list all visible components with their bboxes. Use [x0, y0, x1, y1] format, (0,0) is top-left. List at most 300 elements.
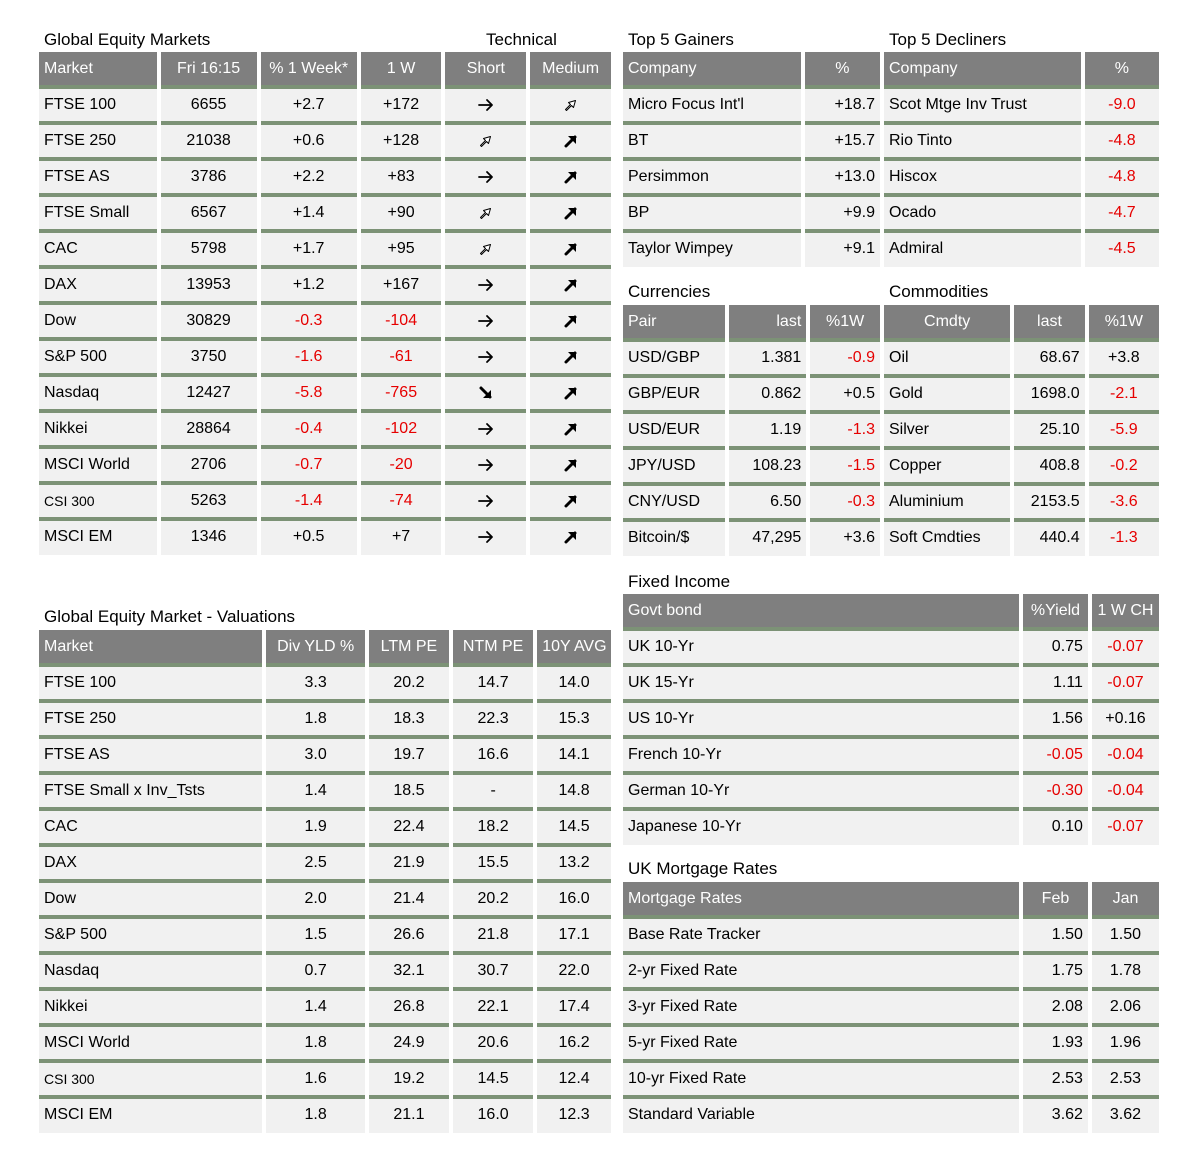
commodity-cell: Oil [884, 342, 1010, 378]
price-cell: 3786 [161, 161, 257, 197]
bond-name-cell: German 10-Yr [623, 775, 1019, 811]
div-yield-cell: 2.5 [266, 847, 364, 883]
medium-trend-cell [530, 89, 611, 125]
company-cell: Rio Tinto [884, 125, 1081, 161]
price-cell: 6655 [161, 89, 257, 125]
ntm-pe-cell: 21.8 [453, 919, 533, 955]
table-row [623, 1099, 1159, 1133]
arrow-up-right-icon [562, 276, 580, 294]
last-cell: 440.4 [1014, 522, 1084, 556]
mortgage-name-cell: 2-yr Fixed Rate [623, 955, 1019, 991]
arrow-right-icon [477, 528, 495, 546]
company-cell: Hiscox [884, 161, 1081, 197]
arrow-up-right-icon [562, 420, 580, 438]
pct-week-cell: +1.2 [261, 269, 357, 305]
valuations-title: Global Equity Market - Valuations [44, 607, 296, 626]
jan-rate-cell: 2.53 [1092, 1063, 1159, 1099]
ntm-pe-cell: 22.3 [453, 703, 533, 739]
yield-cell: -0.30 [1023, 775, 1088, 811]
table-row [884, 89, 1159, 125]
ten-year-avg-cell: 12.4 [537, 1063, 611, 1099]
ten-year-avg-cell: 14.1 [537, 739, 611, 775]
week-change-cell: -0.07 [1092, 631, 1159, 667]
market-name-cell: Nikkei [39, 413, 157, 449]
table-row [39, 413, 611, 449]
header-row [884, 305, 1159, 342]
ten-year-avg-cell: 16.0 [537, 883, 611, 919]
last-cell: 408.8 [1014, 450, 1084, 486]
arrow-right-icon [477, 276, 495, 294]
column-header: Company [884, 52, 1081, 89]
feb-rate-cell: 2.08 [1023, 991, 1088, 1027]
commodity-cell: Copper [884, 450, 1010, 486]
pct-cell: +3.8 [1089, 342, 1159, 378]
table-row [623, 1027, 1159, 1063]
mortgage-name-cell: 3-yr Fixed Rate [623, 991, 1019, 1027]
header-row [623, 305, 880, 342]
market-name-cell: FTSE AS [39, 161, 157, 197]
table-row [39, 521, 611, 555]
pct-week-cell: -5.8 [261, 377, 357, 413]
ltm-pe-cell: 21.9 [369, 847, 449, 883]
price-cell: 2706 [161, 449, 257, 485]
header-row [39, 630, 611, 667]
header-row [623, 52, 880, 89]
div-yield-cell: 1.4 [266, 775, 364, 811]
bond-name-cell: US 10-Yr [623, 703, 1019, 739]
commodity-cell: Aluminium [884, 486, 1010, 522]
week-change-cell: -0.07 [1092, 667, 1159, 703]
div-yield-cell: 0.7 [266, 955, 364, 991]
arrow-down-right-icon [477, 384, 495, 402]
bond-name-cell: French 10-Yr [623, 739, 1019, 775]
pct-week-cell: -0.4 [261, 413, 357, 449]
column-header: LTM PE [369, 630, 449, 667]
currencies-table [619, 305, 884, 556]
table-row [623, 233, 880, 267]
price-cell: 5263 [161, 485, 257, 521]
short-trend-cell [445, 125, 526, 161]
arrow-up-right-icon [562, 348, 580, 366]
table-row [623, 955, 1159, 991]
week-change-cell: +167 [361, 269, 442, 305]
week-change-cell: -61 [361, 341, 442, 377]
table-row [623, 486, 880, 522]
fixed-income-title: Fixed Income [628, 572, 731, 591]
market-name-cell: FTSE Small [39, 197, 157, 233]
pct-week-cell: +1.7 [261, 233, 357, 269]
table-row [39, 1063, 611, 1099]
market-name-cell: MSCI World [39, 1027, 262, 1063]
pct-cell: -9.0 [1085, 89, 1159, 125]
top-decliners-table [880, 52, 1163, 267]
market-name-cell: FTSE 100 [39, 667, 262, 703]
ntm-pe-cell: 15.5 [453, 847, 533, 883]
feb-rate-cell: 2.53 [1023, 1063, 1088, 1099]
pct-cell: -0.2 [1089, 450, 1159, 486]
arrow-outline-up-right-icon [477, 204, 495, 222]
arrow-right-icon [477, 420, 495, 438]
ten-year-avg-cell: 17.1 [537, 919, 611, 955]
short-trend-cell [445, 377, 526, 413]
div-yield-cell: 1.5 [266, 919, 364, 955]
arrow-up-right-icon [562, 528, 580, 546]
market-name-cell: FTSE 250 [39, 703, 262, 739]
market-name-cell: CAC [39, 233, 157, 269]
mortgage-name-cell: 10-yr Fixed Rate [623, 1063, 1019, 1099]
yield-cell: 1.56 [1023, 703, 1088, 739]
last-cell: 68.67 [1014, 342, 1084, 378]
div-yield-cell: 1.8 [266, 703, 364, 739]
bond-name-cell: Japanese 10-Yr [623, 811, 1019, 845]
arrow-up-right-icon [562, 132, 580, 150]
short-trend-cell [445, 89, 526, 125]
pct-cell: +9.9 [805, 197, 880, 233]
valuations-table [35, 630, 615, 1133]
table-row [39, 341, 611, 377]
pct-cell: -4.5 [1085, 233, 1159, 267]
table-row [884, 233, 1159, 267]
pair-cell: Bitcoin/$ [623, 522, 725, 556]
company-cell: Scot Mtge Inv Trust [884, 89, 1081, 125]
arrow-up-right-icon [562, 168, 580, 186]
table-row [623, 631, 1159, 667]
pair-cell: USD/EUR [623, 414, 725, 450]
ten-year-avg-cell: 22.0 [537, 955, 611, 991]
company-cell: Ocado [884, 197, 1081, 233]
table-row [884, 378, 1159, 414]
yield-cell: 0.10 [1023, 811, 1088, 845]
table-row [884, 161, 1159, 197]
ltm-pe-cell: 21.1 [369, 1099, 449, 1133]
commodities-table [880, 305, 1163, 556]
yield-cell: 1.11 [1023, 667, 1088, 703]
table-row [623, 703, 1159, 739]
table-row [39, 919, 611, 955]
table-row [623, 522, 880, 556]
table-row [39, 955, 611, 991]
ntm-pe-cell: - [453, 775, 533, 811]
table-row [39, 125, 611, 161]
table-row [623, 775, 1159, 811]
table-row [39, 1099, 611, 1133]
market-name-cell: S&P 500 [39, 341, 157, 377]
arrow-up-right-icon [562, 456, 580, 474]
commodities-title: Commodities [889, 282, 989, 301]
week-change-cell: -0.04 [1092, 775, 1159, 811]
table-row [884, 342, 1159, 378]
table-row [623, 991, 1159, 1027]
pair-cell: GBP/EUR [623, 378, 725, 414]
market-name-cell: FTSE AS [39, 739, 262, 775]
gainers-title: Top 5 Gainers [628, 30, 734, 49]
week-change-cell: -74 [361, 485, 442, 521]
last-cell: 2153.5 [1014, 486, 1084, 522]
column-header: %Yield [1023, 594, 1088, 631]
table-row [884, 197, 1159, 233]
feb-rate-cell: 1.93 [1023, 1027, 1088, 1063]
table-row [39, 89, 611, 125]
company-cell: BP [623, 197, 801, 233]
arrow-right-icon [477, 312, 495, 330]
price-cell: 12427 [161, 377, 257, 413]
column-header: Div YLD % [266, 630, 364, 667]
pct-week-cell: +0.5 [261, 521, 357, 555]
price-cell: 1346 [161, 521, 257, 555]
feb-rate-cell: 1.50 [1023, 919, 1088, 955]
medium-trend-cell [530, 305, 611, 341]
column-header: 1 W CH [1092, 594, 1159, 631]
arrow-up-right-icon [562, 312, 580, 330]
week-change-cell: +95 [361, 233, 442, 269]
column-header: last [729, 305, 806, 342]
yield-cell: 0.75 [1023, 631, 1088, 667]
ltm-pe-cell: 18.5 [369, 775, 449, 811]
pct-cell: +0.5 [810, 378, 880, 414]
div-yield-cell: 1.8 [266, 1099, 364, 1133]
company-cell: BT [623, 125, 801, 161]
header-row [39, 52, 611, 89]
medium-trend-cell [530, 233, 611, 269]
mortgage-name-cell: Base Rate Tracker [623, 919, 1019, 955]
market-name-cell: CSI 300 [39, 1063, 262, 1099]
column-header: last [1014, 305, 1084, 342]
ltm-pe-cell: 32.1 [369, 955, 449, 991]
company-cell: Taylor Wimpey [623, 233, 801, 267]
ten-year-avg-cell: 13.2 [537, 847, 611, 883]
yield-cell: -0.05 [1023, 739, 1088, 775]
ten-year-avg-cell: 14.5 [537, 811, 611, 847]
last-cell: 25.10 [1014, 414, 1084, 450]
medium-trend-cell [530, 485, 611, 521]
pct-cell: +13.0 [805, 161, 880, 197]
pct-week-cell: -0.7 [261, 449, 357, 485]
ltm-pe-cell: 26.6 [369, 919, 449, 955]
company-cell: Persimmon [623, 161, 801, 197]
column-header: Feb [1023, 882, 1088, 919]
ntm-pe-cell: 14.7 [453, 667, 533, 703]
last-cell: 1698.0 [1014, 378, 1084, 414]
table-row [39, 485, 611, 521]
table-row [39, 883, 611, 919]
ten-year-avg-cell: 14.0 [537, 667, 611, 703]
column-header: % [1085, 52, 1159, 89]
ltm-pe-cell: 19.2 [369, 1063, 449, 1099]
market-name-cell: CAC [39, 811, 262, 847]
ten-year-avg-cell: 16.2 [537, 1027, 611, 1063]
price-cell: 6567 [161, 197, 257, 233]
ntm-pe-cell: 16.0 [453, 1099, 533, 1133]
last-cell: 108.23 [729, 450, 806, 486]
market-name-cell: CSI 300 [39, 485, 157, 521]
company-cell: Micro Focus Int'l [623, 89, 801, 125]
technical-title: Technical [486, 30, 557, 49]
ntm-pe-cell: 16.6 [453, 739, 533, 775]
pct-week-cell: +1.4 [261, 197, 357, 233]
table-row [39, 991, 611, 1027]
ten-year-avg-cell: 14.8 [537, 775, 611, 811]
table-row [623, 450, 880, 486]
table-row [39, 847, 611, 883]
ten-year-avg-cell: 12.3 [537, 1099, 611, 1133]
market-name-cell: MSCI EM [39, 1099, 262, 1133]
commodity-cell: Gold [884, 378, 1010, 414]
last-cell: 6.50 [729, 486, 806, 522]
arrow-right-icon [477, 348, 495, 366]
pct-cell: -0.3 [810, 486, 880, 522]
arrow-outline-up-right-icon [477, 240, 495, 258]
column-header: Market [39, 52, 157, 89]
pct-cell: +15.7 [805, 125, 880, 161]
ten-year-avg-cell: 15.3 [537, 703, 611, 739]
table-row [39, 739, 611, 775]
mortgage-title: UK Mortgage Rates [628, 859, 778, 878]
div-yield-cell: 1.8 [266, 1027, 364, 1063]
week-change-cell: -0.07 [1092, 811, 1159, 845]
fixed-income-table [619, 594, 1163, 845]
arrow-up-right-icon [562, 492, 580, 510]
ntm-pe-cell: 20.6 [453, 1027, 533, 1063]
table-row [884, 450, 1159, 486]
table-row [623, 378, 880, 414]
column-header: %1W [810, 305, 880, 342]
pct-cell: -1.3 [1089, 522, 1159, 556]
market-name-cell: Dow [39, 305, 157, 341]
table-row [39, 233, 611, 269]
market-name-cell: FTSE 100 [39, 89, 157, 125]
week-change-cell: +172 [361, 89, 442, 125]
jan-rate-cell: 1.96 [1092, 1027, 1159, 1063]
jan-rate-cell: 2.06 [1092, 991, 1159, 1027]
ntm-pe-cell: 20.2 [453, 883, 533, 919]
market-name-cell: DAX [39, 847, 262, 883]
column-header: % 1 Week* [261, 52, 357, 89]
column-header: Pair [623, 305, 725, 342]
week-change-cell: +83 [361, 161, 442, 197]
pct-cell: -4.8 [1085, 161, 1159, 197]
pair-cell: CNY/USD [623, 486, 725, 522]
ltm-pe-cell: 21.4 [369, 883, 449, 919]
pct-week-cell: +0.6 [261, 125, 357, 161]
currencies-title: Currencies [628, 282, 711, 301]
table-row [39, 449, 611, 485]
market-name-cell: MSCI EM [39, 521, 157, 555]
header-row [623, 882, 1159, 919]
ntm-pe-cell: 22.1 [453, 991, 533, 1027]
last-cell: 47,295 [729, 522, 806, 556]
table-row [623, 89, 880, 125]
table-row [884, 522, 1159, 556]
column-header: Medium [530, 52, 611, 89]
ltm-pe-cell: 24.9 [369, 1027, 449, 1063]
company-cell: Admiral [884, 233, 1081, 267]
pct-cell: -5.9 [1089, 414, 1159, 450]
week-change-cell: +7 [361, 521, 442, 555]
week-change-cell: -104 [361, 305, 442, 341]
bond-name-cell: UK 10-Yr [623, 631, 1019, 667]
week-change-cell: -102 [361, 413, 442, 449]
div-yield-cell: 1.6 [266, 1063, 364, 1099]
column-header: Govt bond [623, 594, 1019, 631]
table-row [39, 377, 611, 413]
div-yield-cell: 2.0 [266, 883, 364, 919]
price-cell: 13953 [161, 269, 257, 305]
column-header: Jan [1092, 882, 1159, 919]
ltm-pe-cell: 22.4 [369, 811, 449, 847]
column-header: Short [445, 52, 526, 89]
equity-markets-table [35, 52, 615, 555]
medium-trend-cell [530, 449, 611, 485]
short-trend-cell [445, 269, 526, 305]
medium-trend-cell [530, 125, 611, 161]
column-header: %1W [1089, 305, 1159, 342]
market-name-cell: Dow [39, 883, 262, 919]
pct-cell: -2.1 [1089, 378, 1159, 414]
last-cell: 0.862 [729, 378, 806, 414]
column-header: Mortgage Rates [623, 882, 1019, 919]
ltm-pe-cell: 18.3 [369, 703, 449, 739]
medium-trend-cell [530, 521, 611, 555]
short-trend-cell [445, 449, 526, 485]
short-trend-cell [445, 161, 526, 197]
table-row [39, 197, 611, 233]
table-row [884, 486, 1159, 522]
mortgage-name-cell: Standard Variable [623, 1099, 1019, 1133]
table-row [623, 125, 880, 161]
table-row [39, 305, 611, 341]
market-name-cell: FTSE 250 [39, 125, 157, 161]
pct-cell: -1.5 [810, 450, 880, 486]
pct-week-cell: -1.4 [261, 485, 357, 521]
column-header: Company [623, 52, 801, 89]
last-cell: 1.381 [729, 342, 806, 378]
medium-trend-cell [530, 269, 611, 305]
short-trend-cell [445, 413, 526, 449]
arrow-up-right-icon [562, 204, 580, 222]
week-change-cell: +0.16 [1092, 703, 1159, 739]
medium-trend-cell [530, 341, 611, 377]
week-change-cell: +128 [361, 125, 442, 161]
pct-cell: -4.7 [1085, 197, 1159, 233]
ntm-pe-cell: 30.7 [453, 955, 533, 991]
column-header: Market [39, 630, 262, 667]
div-yield-cell: 1.4 [266, 991, 364, 1027]
market-name-cell: DAX [39, 269, 157, 305]
ntm-pe-cell: 18.2 [453, 811, 533, 847]
week-change-cell: -765 [361, 377, 442, 413]
ten-year-avg-cell: 17.4 [537, 991, 611, 1027]
table-row [884, 414, 1159, 450]
div-yield-cell: 3.3 [266, 667, 364, 703]
pair-cell: USD/GBP [623, 342, 725, 378]
div-yield-cell: 3.0 [266, 739, 364, 775]
table-row [623, 919, 1159, 955]
table-row [39, 1027, 611, 1063]
table-row [39, 775, 611, 811]
week-change-cell: -0.04 [1092, 739, 1159, 775]
table-row [39, 811, 611, 847]
column-header: NTM PE [453, 630, 533, 667]
market-name-cell: MSCI World [39, 449, 157, 485]
pct-cell: -4.8 [1085, 125, 1159, 161]
table-row [623, 1063, 1159, 1099]
short-trend-cell [445, 233, 526, 269]
arrow-right-icon [477, 168, 495, 186]
short-trend-cell [445, 521, 526, 555]
column-header: Fri 16:15 [161, 52, 257, 89]
medium-trend-cell [530, 161, 611, 197]
market-name-cell: S&P 500 [39, 919, 262, 955]
